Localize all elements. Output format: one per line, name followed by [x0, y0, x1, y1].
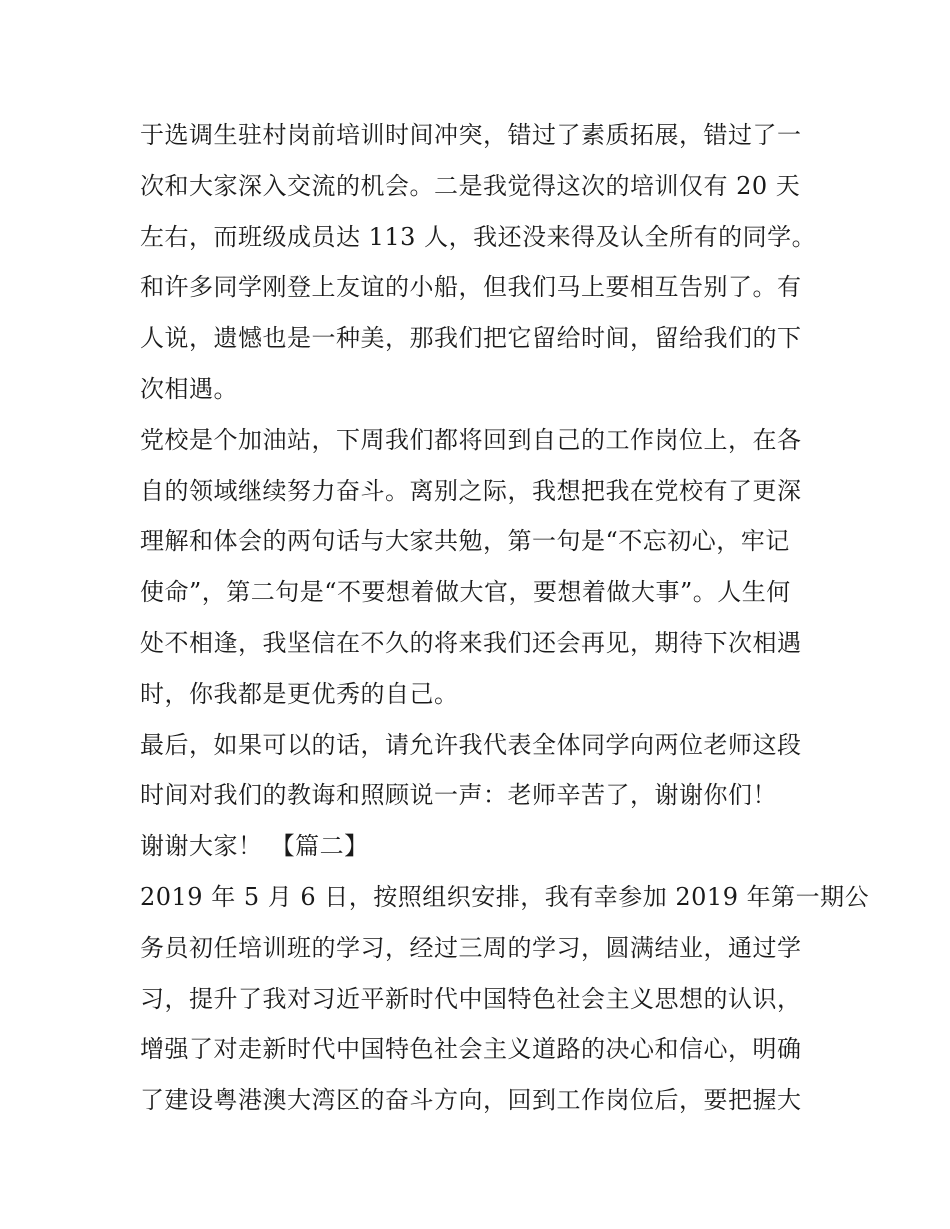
text-line: 处不相逢，我坚信在不久的将来我们还会再见，期待下次相遇: [140, 628, 802, 657]
text-line: 和许多同学刚登上友谊的小船，但我们马上要相互告别了。有: [140, 273, 802, 302]
text-line: 2019 年 5 月 6 日，按照组织安排，我有幸参加 2019 年第一期公: [140, 882, 870, 911]
text-line: 时，你我都是更优秀的自己。: [140, 679, 459, 708]
text-line: 理解和体会的两句话与大家共勉，第一句是“不忘初心，牢记: [140, 527, 790, 556]
text-line: 于选调生驻村岗前培训时间冲突，错过了素质拓展，错过了一: [140, 121, 802, 149]
text-line: 增强了对走新时代中国特色社会主义道路的决心和信心，明确: [140, 1035, 802, 1064]
section-heading: 谢谢大家！ 【篇二】: [140, 832, 369, 861]
text-line: 次相遇。: [140, 374, 238, 403]
text-line: 使命”，第二句是“不要想着做大官，要想着做大事”。人生何: [140, 578, 791, 607]
text-line: 左右，而班级成员达 113 人，我还没来得及认全所有的同学。: [140, 222, 817, 251]
text-line: 习，提升了我对习近平新时代中国特色社会主义思想的认识，: [140, 984, 802, 1013]
text-line: 人说，遗憾也是一种美，那我们把它留给时间，留给我们的下: [140, 324, 802, 353]
body-text: [140, 110, 870, 1126]
text-line: 次和大家深入交流的机会。二是我觉得这次的培训仅有 20 天: [140, 171, 801, 200]
text-line: 务员初任培训班的学习，经过三周的学习，圆满结业，通过学: [140, 933, 802, 962]
text-line: 最后，如果可以的话，请允许我代表全体同学向两位老师这段: [140, 730, 802, 759]
text-line: 了建设粤港澳大湾区的奋斗方向，回到工作岗位后，要把握大: [140, 1086, 802, 1115]
text-line: 时间对我们的教诲和照顾说一声：老师辛苦了，谢谢你们！: [140, 781, 777, 810]
text-line: 自的领域继续努力奋斗。离别之际，我想把我在党校有了更深: [140, 476, 802, 505]
text-line: 党校是个加油站，下周我们都将回到自己的工作岗位上，在各: [140, 425, 802, 454]
